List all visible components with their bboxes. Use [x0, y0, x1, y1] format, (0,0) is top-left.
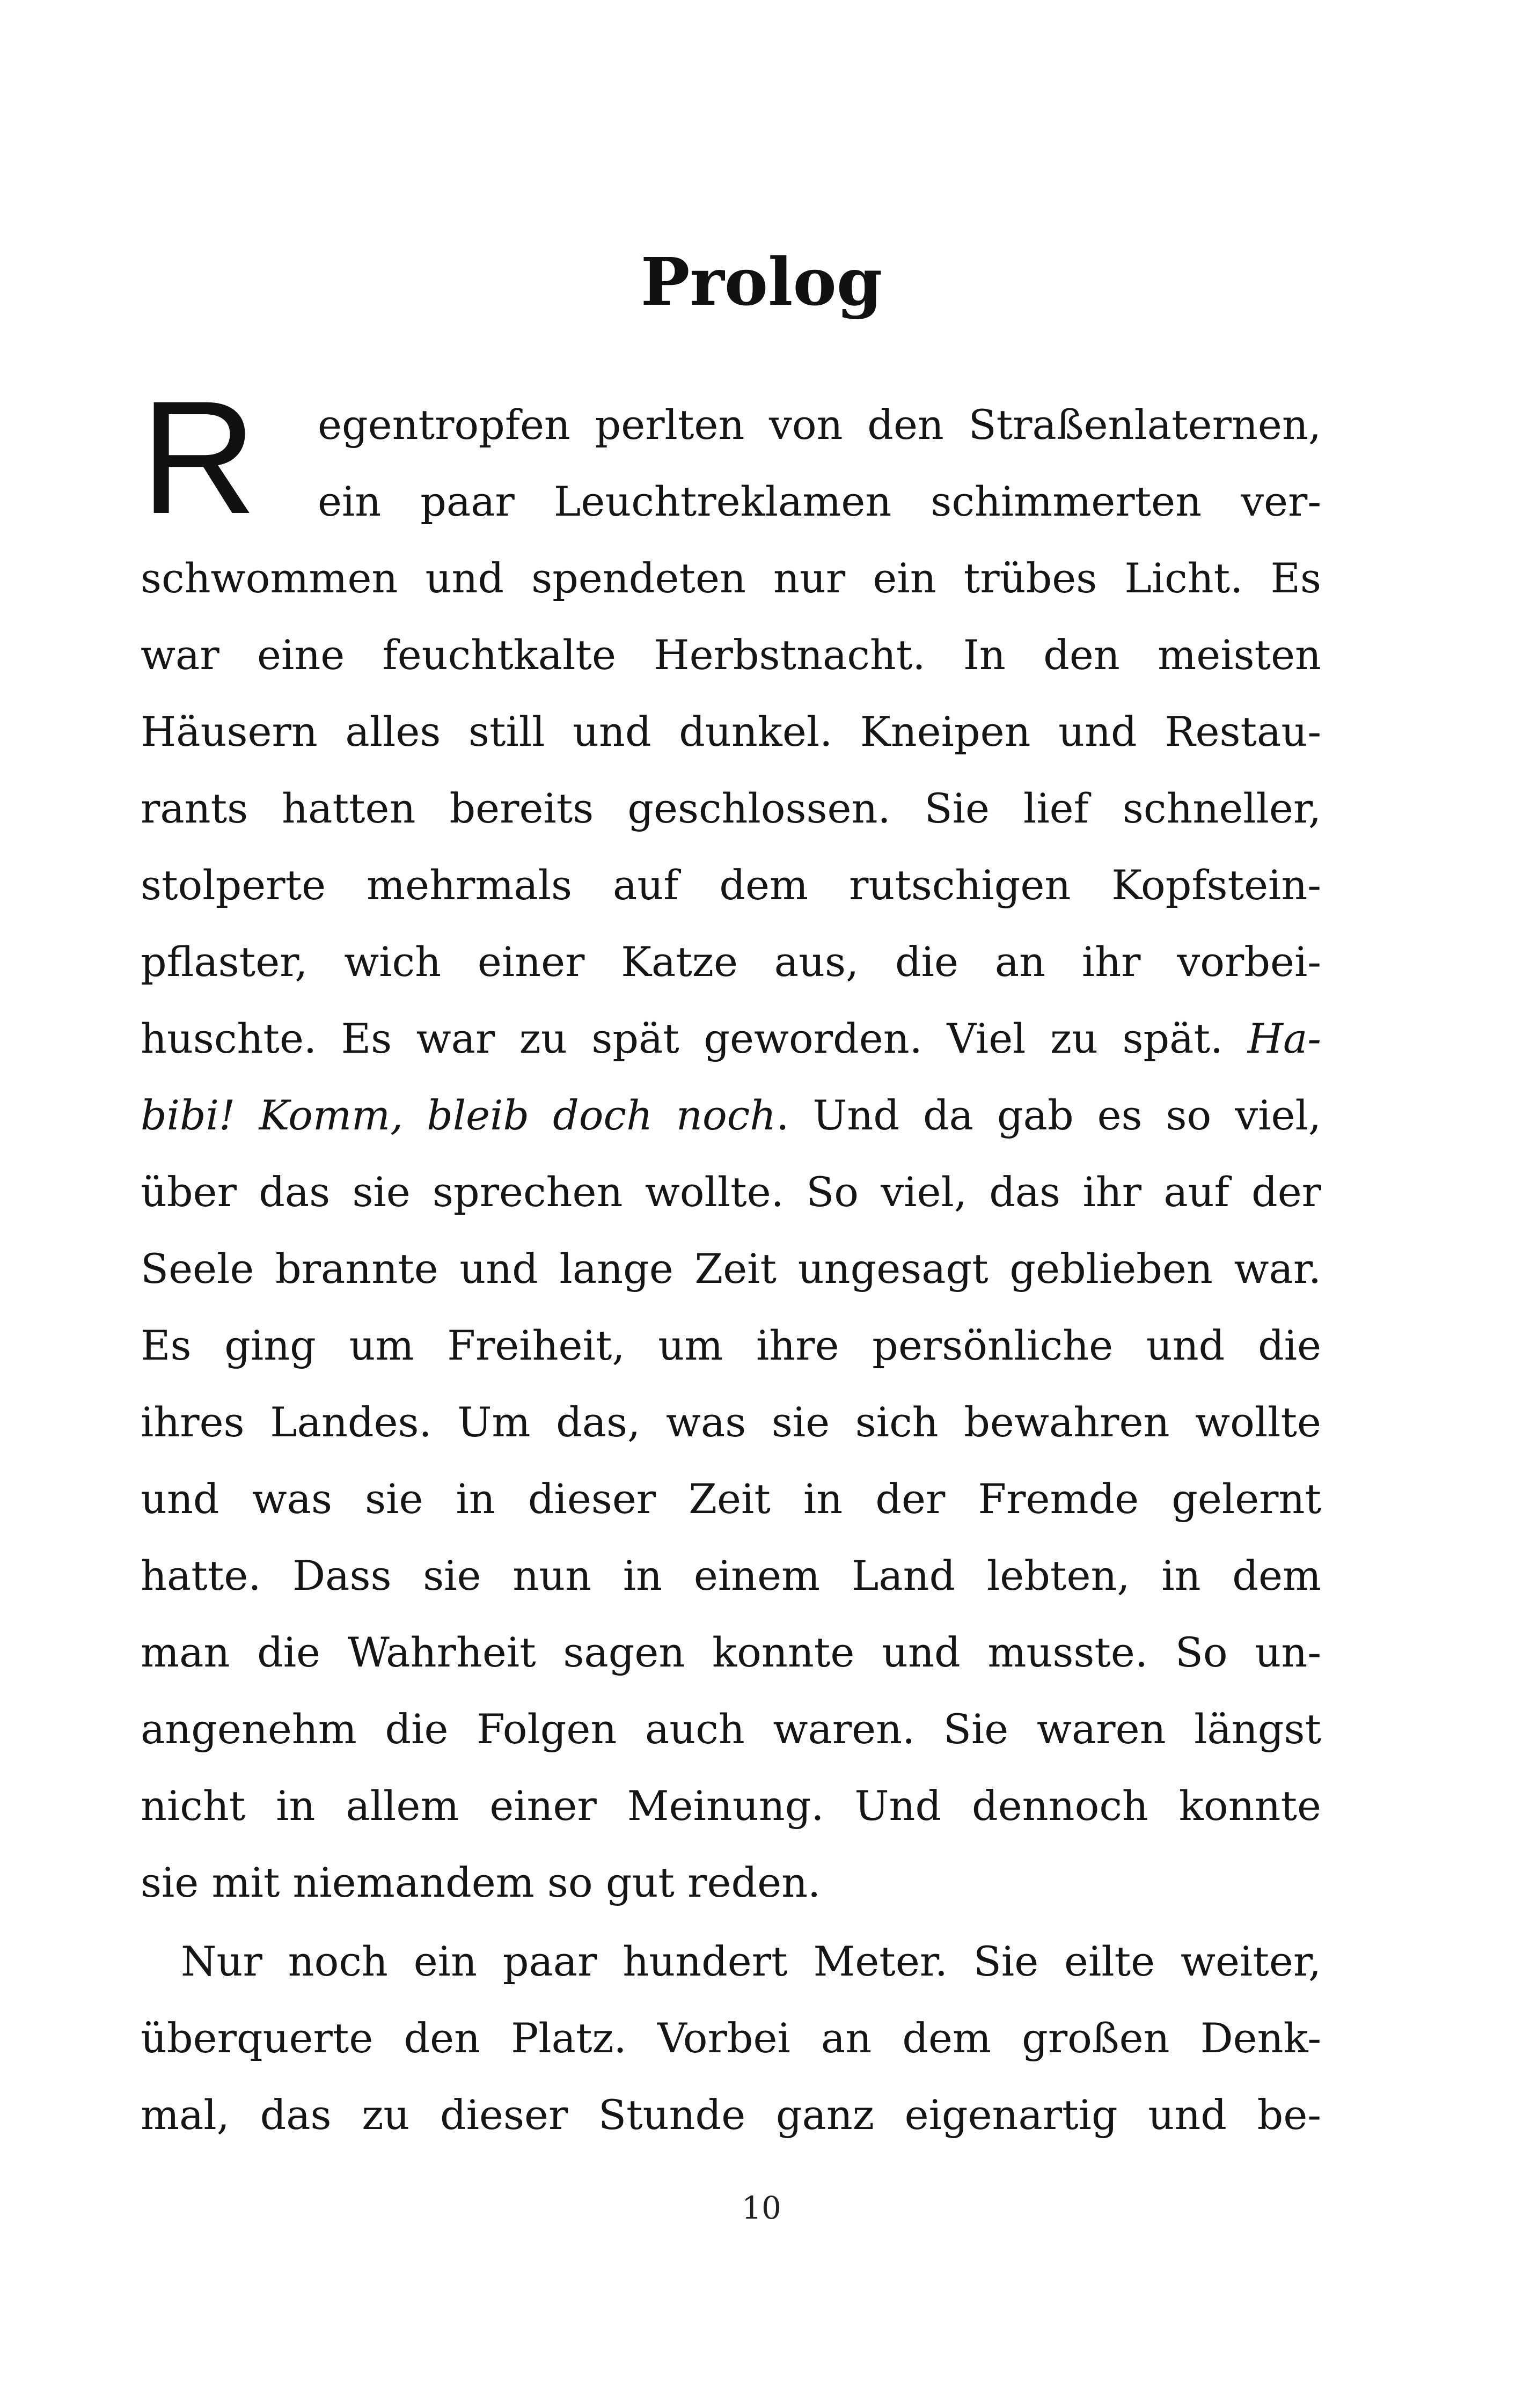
text-line: pflaster, wich einer Katze aus, die an ihr vorbei- [141, 938, 1321, 986]
text-line-mixed [141, 1000, 1321, 1077]
text-line: überquerte den Platz. Vorbei an dem großen Denk- [141, 2014, 1321, 2062]
chapter-title: Prolog [640, 243, 883, 320]
drop-cap-letter: R [141, 367, 257, 547]
text-fragment: huschte. Es war zu spät geworden. Viel zu spät. [141, 1015, 1224, 1062]
page-number: 10 [742, 2190, 781, 2226]
text-line: nicht in allem einer Meinung. Und dennoch konnte [141, 1782, 1321, 1830]
text-line: ihres Landes. Um das, was sie sich bewahren wollte [141, 1398, 1321, 1446]
text-line: angenehm die Folgen auch waren. Sie waren längst [141, 1705, 1321, 1753]
text-line: egentropfen perlten von den Straßenlaternen, [318, 401, 1321, 449]
text-line: Seele brannte und lange Zeit ungesagt geblieben war. [141, 1245, 1321, 1293]
paragraph-1 [141, 386, 1321, 1921]
text-line: hatte. Dass sie nun in einem Land lebten, in dem [141, 1552, 1321, 1599]
body-text [141, 386, 1321, 2153]
text-line: und was sie in dieser Zeit in der Fremde gelernt [141, 1475, 1321, 1523]
text-line: Häusern alles still und dunkel. Kneipen und Restau- [141, 708, 1321, 755]
text-line: Nur noch ein paar hundert Meter. Sie eilte weiter, [181, 1937, 1321, 1985]
text-line: man die Wahrheit sagen konnte und musste. So un- [141, 1628, 1321, 1676]
text-line: war eine feuchtkalte Herbstnacht. In den meisten [141, 631, 1321, 679]
text-line: sie mit niemandem so gut reden. [141, 1859, 821, 1906]
italic-fragment: bibi! Komm, bleib doch noch [141, 1091, 777, 1139]
text-line: ein paar Leuchtreklamen schimmerten ver- [318, 478, 1321, 525]
text-line: mal, das zu dieser Stunde ganz eigenartig und be- [141, 2091, 1321, 2139]
text-line: über das sie sprechen wollte. So viel, das ihr auf der [141, 1168, 1321, 1216]
italic-fragment: Ha- [1247, 1015, 1321, 1062]
paragraph-2 [141, 1923, 1321, 2153]
text-line-mixed [141, 1077, 1321, 1154]
text-line: stolperte mehrmals auf dem rutschigen Kopfstein- [141, 861, 1321, 909]
text-line: rants hatten bereits geschlossen. Sie lief schneller, [141, 784, 1321, 832]
text-line: schwommen und spendeten nur ein trübes Licht. Es [141, 554, 1321, 602]
text-line: Es ging um Freiheit, um ihre persönliche und die [141, 1322, 1321, 1369]
text-fragment: . Und da gab es so viel, [776, 1091, 1321, 1139]
